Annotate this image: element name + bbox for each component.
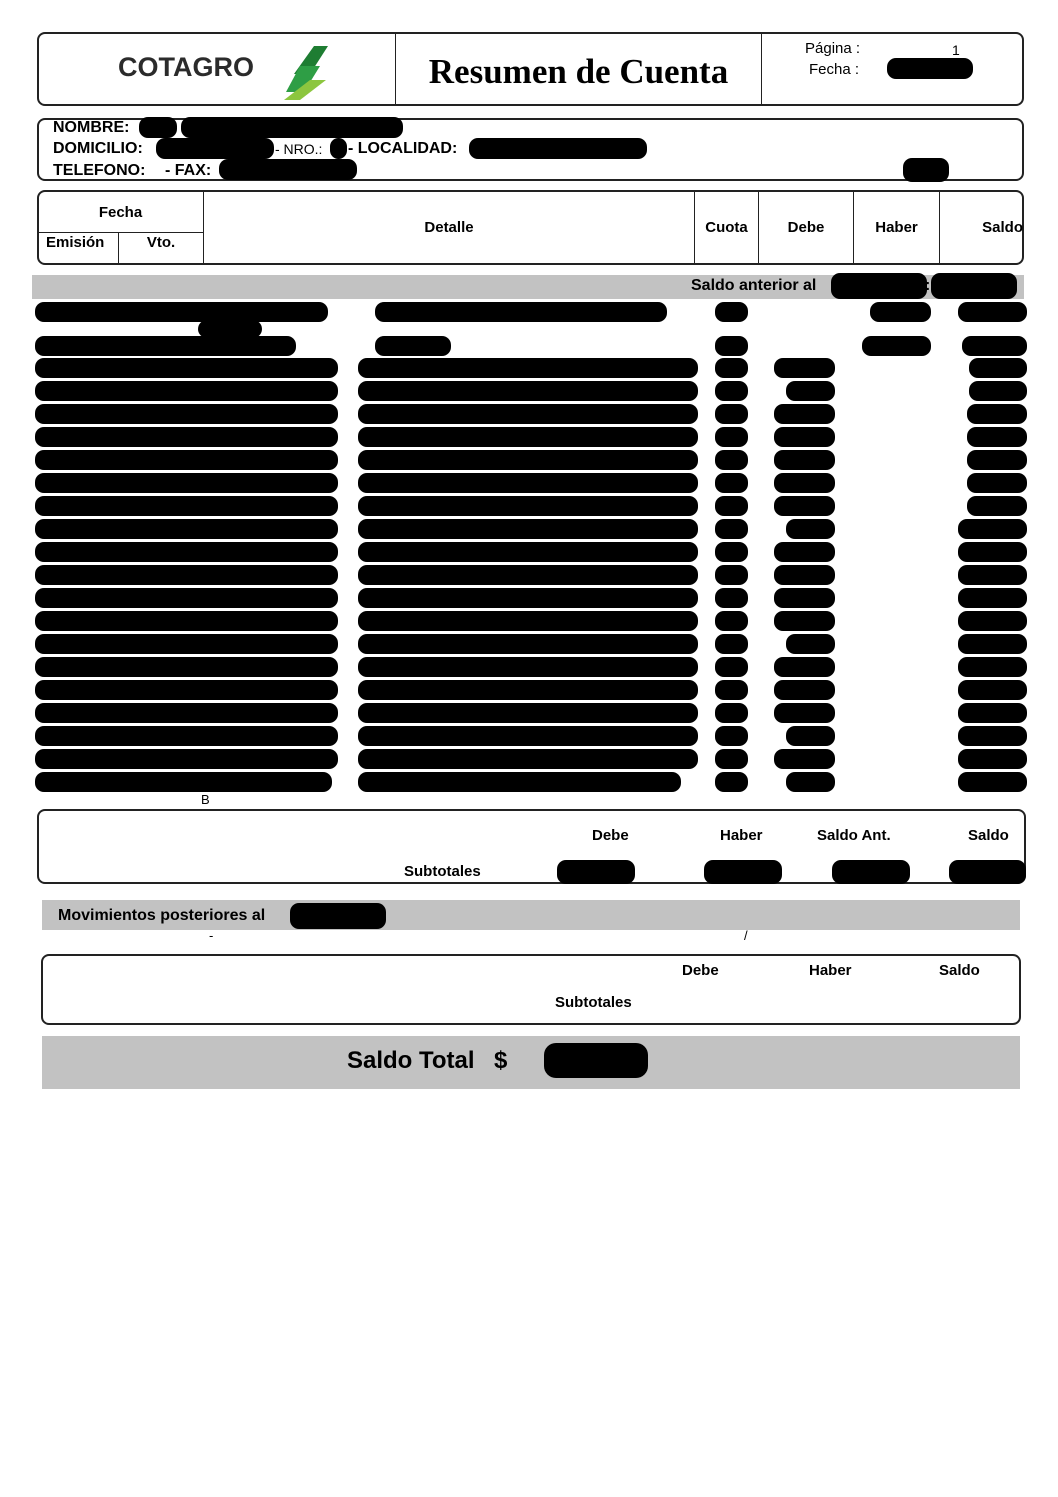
- col-debe: Debe: [787, 219, 825, 236]
- row-12-cuota-redacted: [715, 565, 748, 585]
- fax-redacted: [219, 159, 357, 180]
- row-6-fecha-redacted: [35, 427, 338, 447]
- row-3-cuota-redacted: [715, 358, 748, 378]
- row-1-saldo-redacted: [958, 302, 1027, 322]
- row-18-cuota-redacted: [715, 703, 748, 723]
- company-logo: [118, 44, 333, 100]
- later-movements-slash: /: [744, 928, 748, 943]
- name-redacted-2: [181, 117, 403, 138]
- col-detalle: Detalle: [424, 219, 474, 236]
- row-2-haber-redacted: [862, 336, 931, 356]
- row-17-saldo-redacted: [958, 680, 1027, 700]
- row-21-cuota-redacted: [715, 772, 748, 792]
- row-20-detalle-redacted: [358, 749, 698, 769]
- row-14-debe-redacted: [774, 611, 835, 631]
- later-movements-label: Movimientos posteriores al: [58, 907, 266, 924]
- row-13-cuota-redacted: [715, 588, 748, 608]
- row-16-saldo-redacted: [958, 657, 1027, 677]
- row-9-debe-redacted: [774, 496, 835, 516]
- locality-redacted: [469, 138, 647, 159]
- row-13-fecha-redacted: [35, 588, 338, 608]
- row-18-detalle-redacted: [358, 703, 698, 723]
- total-amount-redacted: [544, 1043, 648, 1078]
- later-subtotals-box: [41, 954, 1021, 1025]
- row-1-cuota-redacted: [715, 302, 748, 322]
- row-18-saldo-redacted: [958, 703, 1027, 723]
- document-title: Resumen de Cuenta: [428, 52, 729, 91]
- nro-label: - NRO.:: [275, 141, 323, 157]
- subtotals-haber: Haber: [720, 827, 763, 844]
- row-19-detalle-redacted: [358, 726, 698, 746]
- client-code-redacted: [903, 158, 949, 182]
- row-4-cuota-redacted: [715, 381, 748, 401]
- row-13-detalle-redacted: [358, 588, 698, 608]
- row-10-detalle-redacted: [358, 519, 698, 539]
- row-20-fecha-redacted: [35, 749, 338, 769]
- row-4-detalle-redacted: [358, 381, 698, 401]
- row-12-fecha-redacted: [35, 565, 338, 585]
- row-5-saldo-redacted: [967, 404, 1027, 424]
- row-15-saldo-redacted: [958, 634, 1027, 654]
- row-20-debe-redacted: [774, 749, 835, 769]
- row-7-cuota-redacted: [715, 450, 748, 470]
- row-11-fecha-redacted: [35, 542, 338, 562]
- later-subtotals-debe: Debe: [682, 962, 719, 979]
- later-movements-dash: -: [209, 928, 214, 943]
- row-7-detalle-redacted: [358, 450, 698, 470]
- row-5-fecha-redacted: [35, 404, 338, 424]
- row-9-cuota-redacted: [715, 496, 748, 516]
- name-redacted-1: [139, 117, 177, 138]
- row-7-saldo-redacted: [967, 450, 1027, 470]
- row-8-fecha-redacted: [35, 473, 338, 493]
- row-2-detalle-redacted: [375, 336, 451, 356]
- row-21-saldo-redacted: [958, 772, 1027, 792]
- row-17-fecha-redacted: [35, 680, 338, 700]
- row-16-fecha-redacted: [35, 657, 338, 677]
- row-15-cuota-redacted: [715, 634, 748, 654]
- row-2-cuota-redacted: [715, 336, 748, 356]
- locality-label: - LOCALIDAD:: [348, 140, 458, 157]
- previous-balance-colon: :: [925, 277, 931, 294]
- row-12-saldo-redacted: [958, 565, 1027, 585]
- footnote-mark: B: [201, 792, 210, 807]
- row-7-debe-redacted: [774, 450, 835, 470]
- previous-balance-label: Saldo anterior al: [691, 277, 817, 294]
- row-2-saldo-redacted: [962, 336, 1027, 356]
- row-9-fecha-redacted: [35, 496, 338, 516]
- name-label: NOMBRE:: [53, 119, 130, 136]
- row-6-debe-redacted: [774, 427, 835, 447]
- row-7-fecha-redacted: [35, 450, 338, 470]
- later-movements-date-redacted: [290, 903, 386, 929]
- row-17-cuota-redacted: [715, 680, 748, 700]
- row-16-debe-redacted: [774, 657, 835, 677]
- row-16-detalle-redacted: [358, 657, 698, 677]
- row-19-saldo-redacted: [958, 726, 1027, 746]
- later-subtotals-saldo: Saldo: [939, 962, 980, 979]
- later-subtotals-label: Subtotales: [555, 994, 632, 1011]
- col-haber: Haber: [875, 219, 918, 236]
- row-4-saldo-redacted: [969, 381, 1027, 401]
- row-12-detalle-redacted: [358, 565, 698, 585]
- row-21-detalle-redacted: [358, 772, 681, 792]
- row-17-debe-redacted: [774, 680, 835, 700]
- row-15-fecha-redacted: [35, 634, 338, 654]
- row-8-saldo-redacted: [967, 473, 1027, 493]
- row-11-cuota-redacted: [715, 542, 748, 562]
- subtotal-saldo-ant-redacted: [832, 860, 910, 884]
- row-3-saldo-redacted: [969, 358, 1027, 378]
- row-5-detalle-redacted: [358, 404, 698, 424]
- row-13-debe-redacted: [774, 588, 835, 608]
- phone-label: TELEFONO:: [53, 162, 146, 179]
- subtotals-label: Subtotales: [404, 863, 481, 880]
- subtotals-debe: Debe: [592, 827, 629, 844]
- date-label: Fecha :: [809, 61, 860, 78]
- col-fecha: Fecha: [98, 204, 143, 221]
- logo-leaf-icon: [270, 44, 330, 100]
- row-2-fecha-redacted: [35, 336, 296, 356]
- subtotals-saldo-ant: Saldo Ant.: [817, 827, 891, 844]
- header-divider-2: [761, 33, 762, 105]
- previous-balance-amount-redacted: [931, 273, 1017, 299]
- page-label: Página :: [805, 40, 861, 57]
- row-14-detalle-redacted: [358, 611, 698, 631]
- row-19-cuota-redacted: [715, 726, 748, 746]
- row-5-cuota-redacted: [715, 404, 748, 424]
- row-10-cuota-redacted: [715, 519, 748, 539]
- col-emision: Emisión: [46, 234, 105, 251]
- address-label: DOMICILIO:: [53, 140, 143, 157]
- row-15-debe-redacted: [786, 634, 835, 654]
- row-9-saldo-redacted: [967, 496, 1027, 516]
- row-11-debe-redacted: [774, 542, 835, 562]
- fax-label: - FAX:: [165, 162, 212, 179]
- row-1-detalle-redacted: [375, 302, 667, 322]
- nro-redacted: [330, 138, 347, 159]
- row-10-debe-redacted: [786, 519, 835, 539]
- later-subtotals-haber: Haber: [809, 962, 852, 979]
- row-14-saldo-redacted: [958, 611, 1027, 631]
- page-number: 1: [952, 42, 960, 58]
- subtotal-debe-redacted: [557, 860, 635, 884]
- row-19-fecha-redacted: [35, 726, 338, 746]
- row-8-detalle-redacted: [358, 473, 698, 493]
- date-redacted: [887, 58, 973, 79]
- row-18-debe-redacted: [774, 703, 835, 723]
- row-8-cuota-redacted: [715, 473, 748, 493]
- row-3-debe-redacted: [774, 358, 835, 378]
- row-3-detalle-redacted: [358, 358, 698, 378]
- row-13-saldo-redacted: [958, 588, 1027, 608]
- row-1-haber-redacted: [870, 302, 931, 322]
- row-19-debe-redacted: [786, 726, 835, 746]
- col-vto: Vto.: [146, 234, 176, 251]
- row-9-detalle-redacted: [358, 496, 698, 516]
- subtotal-saldo-redacted: [949, 860, 1026, 884]
- total-currency: $: [494, 1047, 508, 1074]
- col-cuota: Cuota: [705, 219, 748, 236]
- row-14-cuota-redacted: [715, 611, 748, 631]
- row-8-debe-redacted: [774, 473, 835, 493]
- row-21-debe-redacted: [786, 772, 835, 792]
- col-div-fecha-h: [38, 232, 203, 233]
- row-10-fecha-redacted: [35, 519, 338, 539]
- row-4-fecha-redacted: [35, 381, 338, 401]
- row-16-cuota-redacted: [715, 657, 748, 677]
- row-18-fecha-redacted: [35, 703, 338, 723]
- row-12-debe-redacted: [774, 565, 835, 585]
- row-20-saldo-redacted: [958, 749, 1027, 769]
- row-11-detalle-redacted: [358, 542, 698, 562]
- address-redacted: [156, 138, 274, 159]
- row-21-fecha-redacted: [35, 772, 332, 792]
- subtotals-saldo: Saldo: [968, 827, 1009, 844]
- col-saldo: Saldo: [982, 219, 1023, 236]
- subtotal-haber-redacted: [704, 860, 782, 884]
- row-4-debe-redacted: [786, 381, 835, 401]
- row-14-fecha-redacted: [35, 611, 338, 631]
- logo-text: COTAGRO: [118, 52, 254, 82]
- total-label: Saldo Total: [347, 1047, 475, 1074]
- row-10-saldo-redacted: [958, 519, 1027, 539]
- total-band: [42, 1036, 1020, 1089]
- previous-balance-date-redacted: [831, 273, 927, 299]
- row-5-debe-redacted: [774, 404, 835, 424]
- row-1-fecha-redacted: [35, 302, 328, 322]
- row-6-cuota-redacted: [715, 427, 748, 447]
- row-20-cuota-redacted: [715, 749, 748, 769]
- row-6-saldo-redacted: [967, 427, 1027, 447]
- row-3-fecha-redacted: [35, 358, 338, 378]
- row-17-detalle-redacted: [358, 680, 698, 700]
- row-15-detalle-redacted: [358, 634, 698, 654]
- row-11-saldo-redacted: [958, 542, 1027, 562]
- row-6-detalle-redacted: [358, 427, 698, 447]
